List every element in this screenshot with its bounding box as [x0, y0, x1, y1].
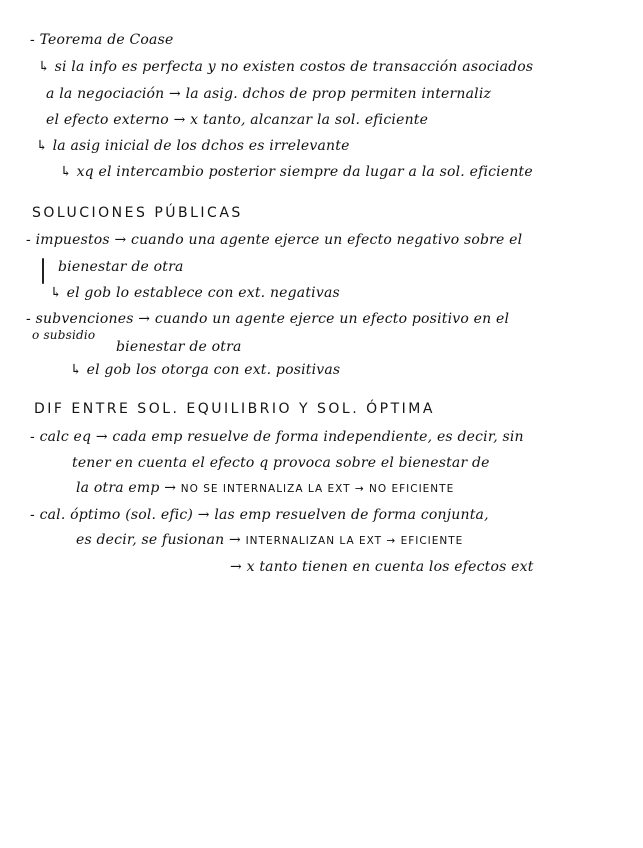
impuestos-line-3: ↳ el gob lo establece con ext. negativas — [50, 285, 340, 301]
soluciones-heading: SOLUCIONES PÚBLICAS — [32, 205, 243, 221]
bracket-mark — [42, 258, 44, 284]
equilibrio-line-3 — [76, 479, 454, 498]
coase-title: - Teorema de Coase — [30, 32, 174, 48]
coase-line-5: ↳ xq el intercambio posterior siempre da lugar a la sol. eficiente — [60, 164, 533, 180]
optimo-conclusion: INTERNALIZAN LA EXT → EFICIENTE — [245, 535, 464, 547]
coase-line-1: ↳ si la info es perfecta y no existen costos de transacción asociados — [38, 59, 534, 75]
equilibrio-conclusion: NO SE INTERNALIZA LA EXT → NO EFICIENTE — [180, 483, 455, 495]
optimo-line-2 — [76, 531, 463, 550]
coase-line-3: el efecto externo → x tanto, alcanzar la sol. eficiente — [46, 112, 429, 128]
coase-line-4: ↳ la asig inicial de los dchos es irrelevante — [36, 138, 350, 154]
subvenciones-line-3: ↳ el gob los otorga con ext. positivas — [70, 362, 341, 378]
dif-heading: DIF ENTRE SOL. EQUILIBRIO Y SOL. ÓPTIMA — [34, 401, 435, 417]
subvenciones-line-1: - subvenciones → cuando un agente ejerce un efecto positivo en el — [26, 311, 510, 327]
optimo-line-1: - cal. óptimo (sol. efic) → las emp resuelven de forma conjunta, — [30, 507, 489, 523]
optimo-line-2-text: es decir, se fusionan → — [76, 532, 241, 548]
impuestos-line-1: - impuestos → cuando una agente ejerce un efecto negativo sobre el — [26, 232, 523, 248]
equilibrio-line-3-text: la otra emp → — [76, 480, 177, 496]
coase-line-2: a la negociación → la asig. dchos de prop permiten internaliz — [46, 86, 492, 102]
subvenciones-alt: o subsidio — [32, 328, 96, 342]
subvenciones-line-2: bienestar de otra — [116, 339, 242, 355]
equilibrio-line-1: - calc eq → cada emp resuelve de forma independiente, es decir, sin — [30, 429, 524, 445]
equilibrio-line-2: tener en cuenta el efecto q provoca sobre el bienestar de — [72, 455, 490, 471]
impuestos-line-2: bienestar de otra — [58, 259, 184, 275]
optimo-line-3: → x tanto tienen en cuenta los efectos ext — [230, 559, 534, 575]
